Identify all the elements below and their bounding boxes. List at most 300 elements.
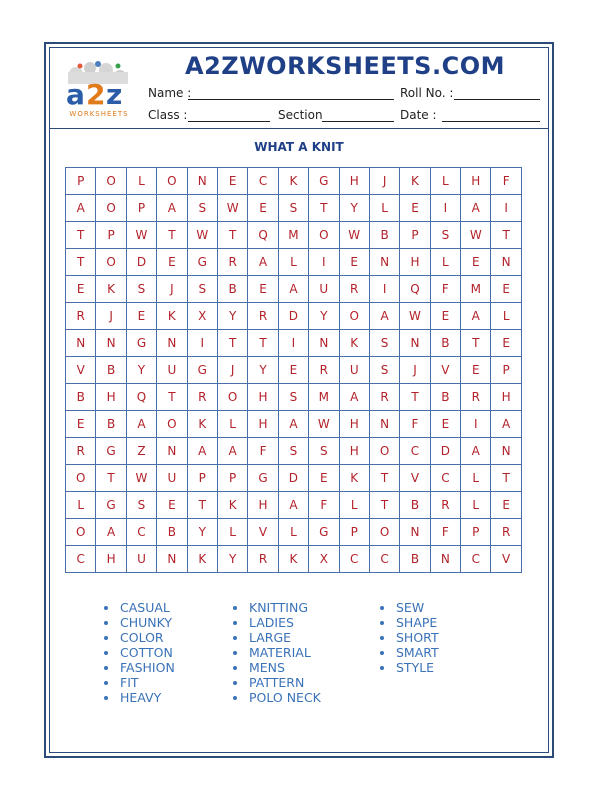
grid-cell[interactable]: S: [126, 276, 156, 303]
grid-cell[interactable]: W: [126, 222, 156, 249]
grid-cell[interactable]: M: [278, 222, 308, 249]
grid-cell[interactable]: C: [400, 438, 430, 465]
grid-cell[interactable]: S: [278, 195, 308, 222]
word-text: MENS: [249, 660, 285, 675]
bullet-icon: [233, 696, 237, 700]
grid-cell[interactable]: P: [96, 222, 126, 249]
grid-cell[interactable]: E: [66, 411, 96, 438]
grid-cell[interactable]: H: [248, 492, 278, 519]
grid-row: [66, 411, 522, 438]
grid-cell[interactable]: A: [187, 438, 217, 465]
grid-cell[interactable]: S: [369, 330, 399, 357]
word-list-item: [104, 660, 175, 675]
grid-cell[interactable]: L: [217, 411, 247, 438]
grid-cell[interactable]: C: [461, 546, 491, 573]
grid-cell[interactable]: E: [491, 492, 521, 519]
grid-cell[interactable]: A: [278, 492, 308, 519]
grid-cell[interactable]: H: [400, 249, 430, 276]
grid-cell[interactable]: K: [278, 546, 308, 573]
grid-cell[interactable]: R: [491, 519, 521, 546]
grid-cell[interactable]: J: [369, 168, 399, 195]
grid-cell[interactable]: R: [339, 276, 369, 303]
grid-cell[interactable]: R: [430, 492, 460, 519]
grid-cell[interactable]: G: [187, 249, 217, 276]
grid-cell[interactable]: B: [157, 519, 187, 546]
grid-cell[interactable]: E: [400, 195, 430, 222]
grid-row: [66, 330, 522, 357]
grid-cell[interactable]: A: [369, 303, 399, 330]
grid-cell[interactable]: G: [309, 168, 339, 195]
word-list-item: [380, 615, 439, 630]
grid-cell[interactable]: W: [400, 303, 430, 330]
grid-cell[interactable]: Y: [126, 357, 156, 384]
grid-cell[interactable]: B: [66, 384, 96, 411]
grid-cell[interactable]: T: [66, 222, 96, 249]
grid-cell[interactable]: W: [339, 222, 369, 249]
grid-cell[interactable]: S: [309, 438, 339, 465]
grid-cell[interactable]: K: [187, 411, 217, 438]
grid-cell[interactable]: K: [339, 330, 369, 357]
grid-row: [66, 546, 522, 573]
word-list-item: [104, 645, 175, 660]
grid-cell[interactable]: O: [96, 168, 126, 195]
grid-cell[interactable]: U: [157, 465, 187, 492]
grid-cell[interactable]: E: [461, 357, 491, 384]
grid-cell[interactable]: T: [217, 222, 247, 249]
grid-cell[interactable]: S: [278, 438, 308, 465]
grid-cell[interactable]: L: [430, 249, 460, 276]
grid-cell[interactable]: T: [400, 384, 430, 411]
grid-cell[interactable]: B: [400, 546, 430, 573]
grid-cell[interactable]: U: [339, 357, 369, 384]
grid-cell[interactable]: B: [217, 276, 247, 303]
grid-cell[interactable]: A: [126, 411, 156, 438]
word-list-item: [380, 660, 439, 675]
roll-no-field[interactable]: [454, 99, 540, 100]
bullet-icon: [233, 621, 237, 625]
grid-cell[interactable]: F: [430, 519, 460, 546]
grid-cell[interactable]: P: [187, 465, 217, 492]
grid-cell[interactable]: I: [461, 411, 491, 438]
grid-cell[interactable]: R: [248, 546, 278, 573]
name-field[interactable]: [188, 99, 394, 100]
word-list-item: [233, 630, 321, 645]
grid-cell[interactable]: H: [248, 384, 278, 411]
grid-cell[interactable]: P: [400, 222, 430, 249]
grid-cell[interactable]: J: [96, 303, 126, 330]
grid-cell[interactable]: A: [339, 384, 369, 411]
grid-cell[interactable]: L: [278, 249, 308, 276]
grid-cell[interactable]: S: [369, 357, 399, 384]
bullet-icon: [104, 651, 108, 655]
word-text: SHAPE: [396, 615, 438, 630]
word-text: COLOR: [120, 630, 164, 645]
grid-cell[interactable]: A: [461, 195, 491, 222]
grid-cell[interactable]: E: [491, 276, 521, 303]
grid-cell[interactable]: V: [430, 357, 460, 384]
grid-cell[interactable]: L: [461, 492, 491, 519]
grid-cell[interactable]: A: [66, 195, 96, 222]
grid-cell[interactable]: U: [126, 546, 156, 573]
grid-cell[interactable]: K: [157, 303, 187, 330]
grid-cell[interactable]: Q: [248, 222, 278, 249]
word-text: COTTON: [120, 645, 173, 660]
grid-cell[interactable]: U: [309, 276, 339, 303]
word-text: LADIES: [249, 615, 294, 630]
grid-cell[interactable]: K: [278, 168, 308, 195]
grid-cell[interactable]: D: [278, 303, 308, 330]
grid-row: [66, 249, 522, 276]
grid-cell[interactable]: K: [187, 546, 217, 573]
logo-subtext: WORKSHEETS: [69, 110, 129, 118]
grid-cell[interactable]: T: [66, 249, 96, 276]
a2z-logo: [60, 58, 138, 122]
grid-cell[interactable]: S: [278, 384, 308, 411]
grid-cell[interactable]: X: [187, 303, 217, 330]
class-field[interactable]: [188, 121, 270, 122]
word-text: POLO NECK: [249, 690, 321, 705]
word-text: MATERIAL: [249, 645, 311, 660]
word-list-column-3: [380, 600, 439, 675]
word-list-item: [104, 675, 175, 690]
grid-cell[interactable]: P: [461, 519, 491, 546]
grid-cell[interactable]: G: [96, 492, 126, 519]
bullet-icon: [233, 651, 237, 655]
grid-cell[interactable]: T: [187, 492, 217, 519]
grid-row: [66, 276, 522, 303]
grid-cell[interactable]: H: [339, 168, 369, 195]
grid-cell[interactable]: B: [400, 492, 430, 519]
grid-row: [66, 465, 522, 492]
grid-cell[interactable]: L: [126, 168, 156, 195]
logo-letter-2: 2: [86, 78, 106, 111]
grid-cell[interactable]: Y: [309, 303, 339, 330]
grid-cell[interactable]: P: [491, 357, 521, 384]
grid-cell[interactable]: B: [430, 384, 460, 411]
grid-cell[interactable]: N: [491, 438, 521, 465]
grid-cell[interactable]: C: [248, 168, 278, 195]
bullet-icon: [233, 666, 237, 670]
roll-no-label: Roll No. :: [400, 86, 454, 100]
grid-cell[interactable]: F: [400, 411, 430, 438]
grid-cell[interactable]: N: [96, 330, 126, 357]
grid-cell[interactable]: Q: [126, 384, 156, 411]
class-label: Class :: [148, 108, 188, 122]
grid-cell[interactable]: T: [157, 384, 187, 411]
grid-cell[interactable]: W: [187, 222, 217, 249]
grid-cell[interactable]: M: [309, 384, 339, 411]
grid-cell[interactable]: N: [66, 330, 96, 357]
grid-cell[interactable]: E: [278, 357, 308, 384]
grid-cell[interactable]: O: [66, 519, 96, 546]
grid-cell[interactable]: O: [96, 195, 126, 222]
grid-cell[interactable]: A: [461, 303, 491, 330]
word-list-item: [233, 600, 321, 615]
grid-cell[interactable]: J: [400, 357, 430, 384]
grid-cell[interactable]: R: [461, 384, 491, 411]
grid-cell[interactable]: H: [96, 384, 126, 411]
grid-cell[interactable]: E: [430, 303, 460, 330]
grid-cell[interactable]: S: [187, 195, 217, 222]
grid-cell[interactable]: P: [66, 168, 96, 195]
grid-row: [66, 168, 522, 195]
grid-cell[interactable]: O: [339, 303, 369, 330]
grid-cell[interactable]: T: [461, 330, 491, 357]
grid-cell[interactable]: H: [339, 438, 369, 465]
grid-cell[interactable]: N: [491, 249, 521, 276]
grid-cell[interactable]: E: [217, 168, 247, 195]
grid-cell[interactable]: N: [157, 438, 187, 465]
grid-cell[interactable]: V: [248, 519, 278, 546]
word-list-item: [380, 645, 439, 660]
grid-cell[interactable]: R: [248, 303, 278, 330]
grid-cell[interactable]: O: [96, 249, 126, 276]
grid-cell[interactable]: N: [369, 249, 399, 276]
word-list-item: [380, 600, 439, 615]
grid-cell[interactable]: P: [339, 519, 369, 546]
grid-cell[interactable]: C: [369, 546, 399, 573]
grid-row: [66, 438, 522, 465]
grid-cell[interactable]: L: [66, 492, 96, 519]
grid-cell[interactable]: I: [309, 249, 339, 276]
grid-cell[interactable]: E: [66, 276, 96, 303]
word-list-item: [233, 675, 321, 690]
grid-cell[interactable]: T: [369, 465, 399, 492]
grid-cell[interactable]: E: [491, 330, 521, 357]
grid-cell[interactable]: T: [96, 465, 126, 492]
grid-cell[interactable]: W: [309, 411, 339, 438]
grid-cell[interactable]: F: [491, 168, 521, 195]
grid-cell[interactable]: V: [400, 465, 430, 492]
word-text: SHORT: [396, 630, 439, 645]
grid-cell[interactable]: B: [96, 411, 126, 438]
word-list-item: [104, 600, 175, 615]
grid-cell[interactable]: P: [126, 195, 156, 222]
grid-cell[interactable]: T: [369, 492, 399, 519]
grid-cell[interactable]: T: [491, 465, 521, 492]
date-field[interactable]: [442, 121, 540, 122]
grid-cell[interactable]: J: [217, 357, 247, 384]
grid-cell[interactable]: H: [461, 168, 491, 195]
grid-row: [66, 357, 522, 384]
grid-cell[interactable]: W: [461, 222, 491, 249]
grid-cell[interactable]: L: [217, 519, 247, 546]
section-field[interactable]: [322, 121, 394, 122]
grid-cell[interactable]: Y: [217, 546, 247, 573]
grid-cell[interactable]: L: [491, 303, 521, 330]
grid-cell[interactable]: F: [430, 276, 460, 303]
grid-cell[interactable]: N: [187, 168, 217, 195]
word-text: LARGE: [249, 630, 292, 645]
grid-cell[interactable]: E: [248, 276, 278, 303]
grid-cell[interactable]: B: [96, 357, 126, 384]
grid-cell[interactable]: K: [96, 276, 126, 303]
grid-cell[interactable]: M: [461, 276, 491, 303]
bullet-icon: [380, 636, 384, 640]
grid-cell[interactable]: W: [126, 465, 156, 492]
grid-cell[interactable]: E: [157, 249, 187, 276]
grid-cell[interactable]: R: [309, 357, 339, 384]
grid-cell[interactable]: N: [400, 519, 430, 546]
grid-cell[interactable]: R: [369, 384, 399, 411]
grid-row: [66, 195, 522, 222]
grid-cell[interactable]: F: [248, 438, 278, 465]
bullet-icon: [380, 666, 384, 670]
grid-cell[interactable]: Y: [248, 357, 278, 384]
grid-cell[interactable]: G: [96, 438, 126, 465]
grid-cell[interactable]: O: [157, 168, 187, 195]
grid-cell[interactable]: A: [278, 276, 308, 303]
grid-cell[interactable]: R: [187, 384, 217, 411]
grid-cell[interactable]: V: [491, 546, 521, 573]
grid-cell[interactable]: O: [369, 519, 399, 546]
grid-cell[interactable]: T: [217, 330, 247, 357]
grid-cell[interactable]: A: [278, 411, 308, 438]
grid-cell[interactable]: G: [309, 519, 339, 546]
word-search-grid: [65, 167, 522, 573]
grid-cell[interactable]: T: [309, 195, 339, 222]
grid-cell[interactable]: E: [309, 465, 339, 492]
grid-cell[interactable]: S: [430, 222, 460, 249]
bullet-icon: [380, 606, 384, 610]
grid-cell[interactable]: H: [96, 546, 126, 573]
grid-cell[interactable]: R: [66, 303, 96, 330]
grid-cell[interactable]: H: [491, 384, 521, 411]
grid-cell[interactable]: O: [66, 465, 96, 492]
grid-cell[interactable]: A: [461, 438, 491, 465]
word-list-column-2: [233, 600, 321, 705]
grid-cell[interactable]: V: [66, 357, 96, 384]
grid-cell[interactable]: A: [217, 438, 247, 465]
grid-cell[interactable]: N: [400, 330, 430, 357]
grid-cell[interactable]: G: [187, 357, 217, 384]
word-text: SEW: [396, 600, 425, 615]
grid-cell[interactable]: X: [309, 546, 339, 573]
word-list-item: [233, 660, 321, 675]
grid-cell[interactable]: E: [126, 303, 156, 330]
word-text: CHUNKY: [120, 615, 173, 630]
grid-cell[interactable]: D: [126, 249, 156, 276]
grid-cell[interactable]: C: [66, 546, 96, 573]
grid-cell[interactable]: K: [400, 168, 430, 195]
grid-cell[interactable]: C: [430, 465, 460, 492]
grid-cell[interactable]: N: [157, 330, 187, 357]
bullet-icon: [233, 636, 237, 640]
grid-cell[interactable]: E: [248, 195, 278, 222]
grid-cell[interactable]: W: [217, 195, 247, 222]
grid-cell[interactable]: Y: [187, 519, 217, 546]
grid-cell[interactable]: N: [430, 546, 460, 573]
word-list-item: [104, 690, 175, 705]
word-text: KNITTING: [249, 600, 309, 615]
grid-cell[interactable]: I: [278, 330, 308, 357]
grid-cell[interactable]: A: [96, 519, 126, 546]
bullet-icon: [233, 681, 237, 685]
grid-cell[interactable]: L: [278, 519, 308, 546]
grid-cell[interactable]: Z: [126, 438, 156, 465]
bullet-icon: [104, 636, 108, 640]
grid-cell[interactable]: L: [339, 492, 369, 519]
worksheet-title: WHAT A KNIT: [254, 140, 344, 154]
grid-cell[interactable]: C: [126, 519, 156, 546]
grid-cell[interactable]: I: [187, 330, 217, 357]
grid-cell[interactable]: I: [430, 195, 460, 222]
grid-cell[interactable]: C: [339, 546, 369, 573]
grid-cell[interactable]: B: [369, 222, 399, 249]
grid-cell[interactable]: Y: [217, 303, 247, 330]
logo-letter-z: z: [106, 78, 123, 111]
grid-cell[interactable]: A: [157, 195, 187, 222]
bullet-icon: [233, 606, 237, 610]
word-list-item: [233, 690, 321, 705]
grid-cell[interactable]: G: [248, 465, 278, 492]
grid-cell[interactable]: I: [491, 195, 521, 222]
word-text: PATTERN: [249, 675, 305, 690]
grid-cell[interactable]: O: [309, 222, 339, 249]
grid-cell[interactable]: O: [157, 411, 187, 438]
grid-row: [66, 303, 522, 330]
grid-cell[interactable]: Q: [400, 276, 430, 303]
grid-cell[interactable]: D: [278, 465, 308, 492]
grid-cell[interactable]: E: [157, 492, 187, 519]
grid-cell[interactable]: R: [66, 438, 96, 465]
grid-cell[interactable]: A: [491, 411, 521, 438]
grid-cell[interactable]: N: [157, 546, 187, 573]
grid-cell[interactable]: H: [339, 411, 369, 438]
grid-cell[interactable]: B: [430, 330, 460, 357]
grid-cell[interactable]: F: [309, 492, 339, 519]
grid-cell[interactable]: L: [430, 168, 460, 195]
grid-cell[interactable]: O: [369, 438, 399, 465]
grid-cell[interactable]: T: [157, 222, 187, 249]
grid-cell[interactable]: P: [217, 465, 247, 492]
bullet-icon: [380, 651, 384, 655]
grid-cell[interactable]: N: [309, 330, 339, 357]
grid-cell[interactable]: A: [248, 249, 278, 276]
word-text: FIT: [120, 675, 139, 690]
grid-row: [66, 519, 522, 546]
grid-cell[interactable]: T: [248, 330, 278, 357]
grid-cell[interactable]: L: [369, 195, 399, 222]
grid-cell[interactable]: S: [187, 276, 217, 303]
word-list-item: [380, 630, 439, 645]
grid-cell[interactable]: N: [369, 411, 399, 438]
grid-cell[interactable]: U: [157, 357, 187, 384]
grid-cell[interactable]: O: [217, 384, 247, 411]
word-text: CASUAL: [120, 600, 170, 615]
grid-cell[interactable]: L: [461, 465, 491, 492]
grid-cell[interactable]: H: [248, 411, 278, 438]
grid-cell[interactable]: S: [126, 492, 156, 519]
grid-cell[interactable]: I: [369, 276, 399, 303]
grid-cell[interactable]: E: [430, 411, 460, 438]
grid-cell[interactable]: J: [157, 276, 187, 303]
grid-cell[interactable]: E: [461, 249, 491, 276]
grid-cell[interactable]: Y: [339, 195, 369, 222]
bullet-icon: [104, 696, 108, 700]
word-text: FASHION: [120, 660, 175, 675]
grid-cell[interactable]: E: [339, 249, 369, 276]
word-text: SMART: [396, 645, 439, 660]
grid-cell[interactable]: R: [217, 249, 247, 276]
grid-cell[interactable]: K: [339, 465, 369, 492]
grid-cell[interactable]: T: [491, 222, 521, 249]
grid-cell[interactable]: K: [217, 492, 247, 519]
word-list-item: [233, 615, 321, 630]
grid-cell[interactable]: D: [430, 438, 460, 465]
name-label: Name :: [148, 86, 192, 100]
grid-cell[interactable]: G: [126, 330, 156, 357]
